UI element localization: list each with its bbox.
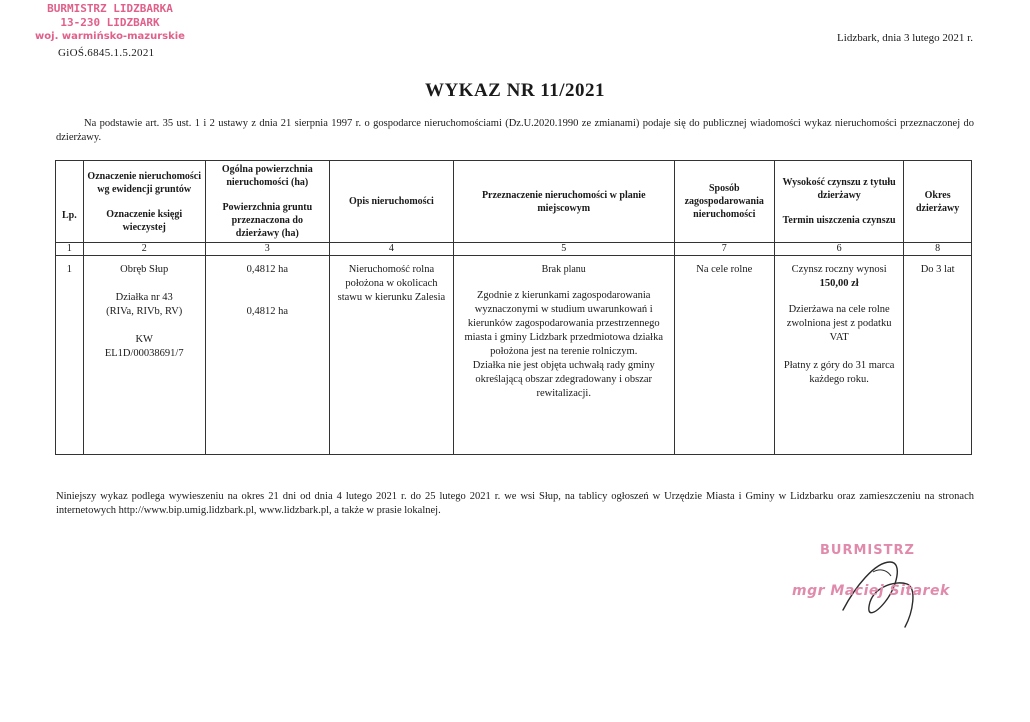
column-number: 3	[205, 243, 329, 256]
rent-amount: 150,00 zł	[819, 278, 859, 289]
cell-powierzchnia	[205, 256, 329, 455]
kw-number: EL1D/00038691/7	[104, 348, 184, 359]
header-przeznaczenie: Przeznaczenie nieruchomości w planie miejscowym	[453, 161, 674, 243]
column-number: 8	[904, 243, 972, 256]
office-stamp	[10, 2, 210, 44]
header-powierzchnia-ogolna: Ogólna powierzchnia nieruchomości (ha)	[221, 164, 313, 188]
header-czynsz-wysokosc: Wysokość czynszu z tytułu dzierżawy	[782, 177, 896, 201]
header-oznaczenie-ksiega: Oznaczenie księgi wieczystej	[106, 208, 183, 233]
header-okres: Okres dzierżawy	[904, 161, 972, 243]
stamp-line-postcode: 13-230 LIDZBARK	[60, 16, 160, 29]
column-number: 1	[56, 243, 84, 256]
header-oznaczenie-ewidencja: Oznaczenie nieruchomości wg ewidencji gruntów	[87, 170, 202, 195]
intro-paragraph: Na podstawie art. 35 ust. 1 i 2 ustawy z dnia 21 sierpnia 1997 r. o gospodarce nieruchomościami (Dz.U.2020.1990 ze zmianami) podaje się do publicznej wiadomości wykaz nieruchomości przeznaczonej do dzierżawy.	[56, 118, 974, 143]
obreb: Obręb Słup	[120, 264, 169, 275]
stamp-line-office: BURMISTRZ LIDZBARKA	[47, 2, 173, 15]
table-header-row	[56, 161, 972, 243]
signature-stamp-title: BURMISTRZ	[820, 543, 915, 558]
header-oznaczenie	[83, 161, 205, 243]
vat-note: Dzierżawa na cele rolne zwolniona jest z podatku VAT	[786, 304, 892, 343]
property-table	[55, 160, 972, 455]
header-lp: Lp.	[56, 161, 84, 243]
place-and-date: Lidzbark, dnia 3 lutego 2021 r.	[837, 32, 973, 44]
cell-lp: 1	[56, 256, 84, 455]
rent-label: Czynsz roczny wynosi	[791, 264, 887, 275]
footer-paragraph: Niniejszy wykaz podlega wywieszeniu na okres 21 dni od dnia 4 lutego 2021 r. do 25 lutego 2021 r. we wsi Słup, na tablicy ogłoszeń w Urzędzie Miasta i Gminy w Lidzbarku oraz zamieszczeniu na stronach internetowych http://www.bip.umig.lidzbark.pl, www.lidzbark.pl, a także w prasie lokalnej.	[56, 491, 974, 516]
reference-number: GiOŚ.6845.1.5.2021	[58, 47, 155, 59]
soil-classes: (RIVa, RIVb, RV)	[106, 306, 183, 317]
header-sposob: Sposób zagospodarowania nieruchomości	[674, 161, 775, 243]
column-number: 4	[329, 243, 453, 256]
kw-label: KW	[135, 334, 153, 345]
area-lease: 0,4812 ha	[246, 306, 289, 317]
cell-oznaczenie	[83, 256, 205, 455]
rewitalizacja-text: Działka nie jest objęta uchwałą rady gminy określającą obszar zdegradowany i obszar rewitalizacji.	[472, 360, 655, 399]
column-number: 2	[83, 243, 205, 256]
header-czynsz-termin: Termin uiszczenia czynszu	[782, 215, 896, 226]
plan-status: Brak planu	[541, 264, 586, 275]
table-row	[56, 256, 972, 455]
studium-text: Zgodnie z kierunkami zagospodarowania wyznaczonymi w studium uwarunkowań i kierunków zagospodarowania przestrzennego miasta i gminy Lidzbark przedmiotowa działka położona jest na terenie rolniczym.	[464, 290, 664, 357]
stamp-line-region: woj. warmińsko-mazurskie	[35, 31, 185, 42]
header-powierzchnia-dzierzawy: Powierzchnia gruntu przeznaczona do dzierżawy (ha)	[222, 202, 313, 239]
signature-stamp-name: mgr Maciej Sitarek	[792, 583, 950, 599]
column-number: 6	[775, 243, 904, 256]
column-number-row	[56, 243, 972, 256]
cell-opis: Nieruchomość rolna położona w okolicach stawu w kierunku Zalesia	[329, 256, 453, 455]
column-number: 5	[453, 243, 674, 256]
payment-term: Płatny z góry do 31 marca każdego roku.	[783, 360, 895, 385]
header-czynsz	[775, 161, 904, 243]
cell-sposob: Na cele rolne	[674, 256, 775, 455]
header-opis: Opis nieruchomości	[329, 161, 453, 243]
dzialka-number: Działka nr 43	[115, 292, 173, 303]
document-title: WYKAZ NR 11/2021	[424, 80, 606, 101]
column-number: 7	[674, 243, 775, 256]
cell-czynsz	[775, 256, 904, 455]
cell-przeznaczenie	[453, 256, 674, 455]
header-powierzchnia	[205, 161, 329, 243]
cell-okres: Do 3 lat	[904, 256, 972, 455]
area-total: 0,4812 ha	[246, 264, 289, 275]
